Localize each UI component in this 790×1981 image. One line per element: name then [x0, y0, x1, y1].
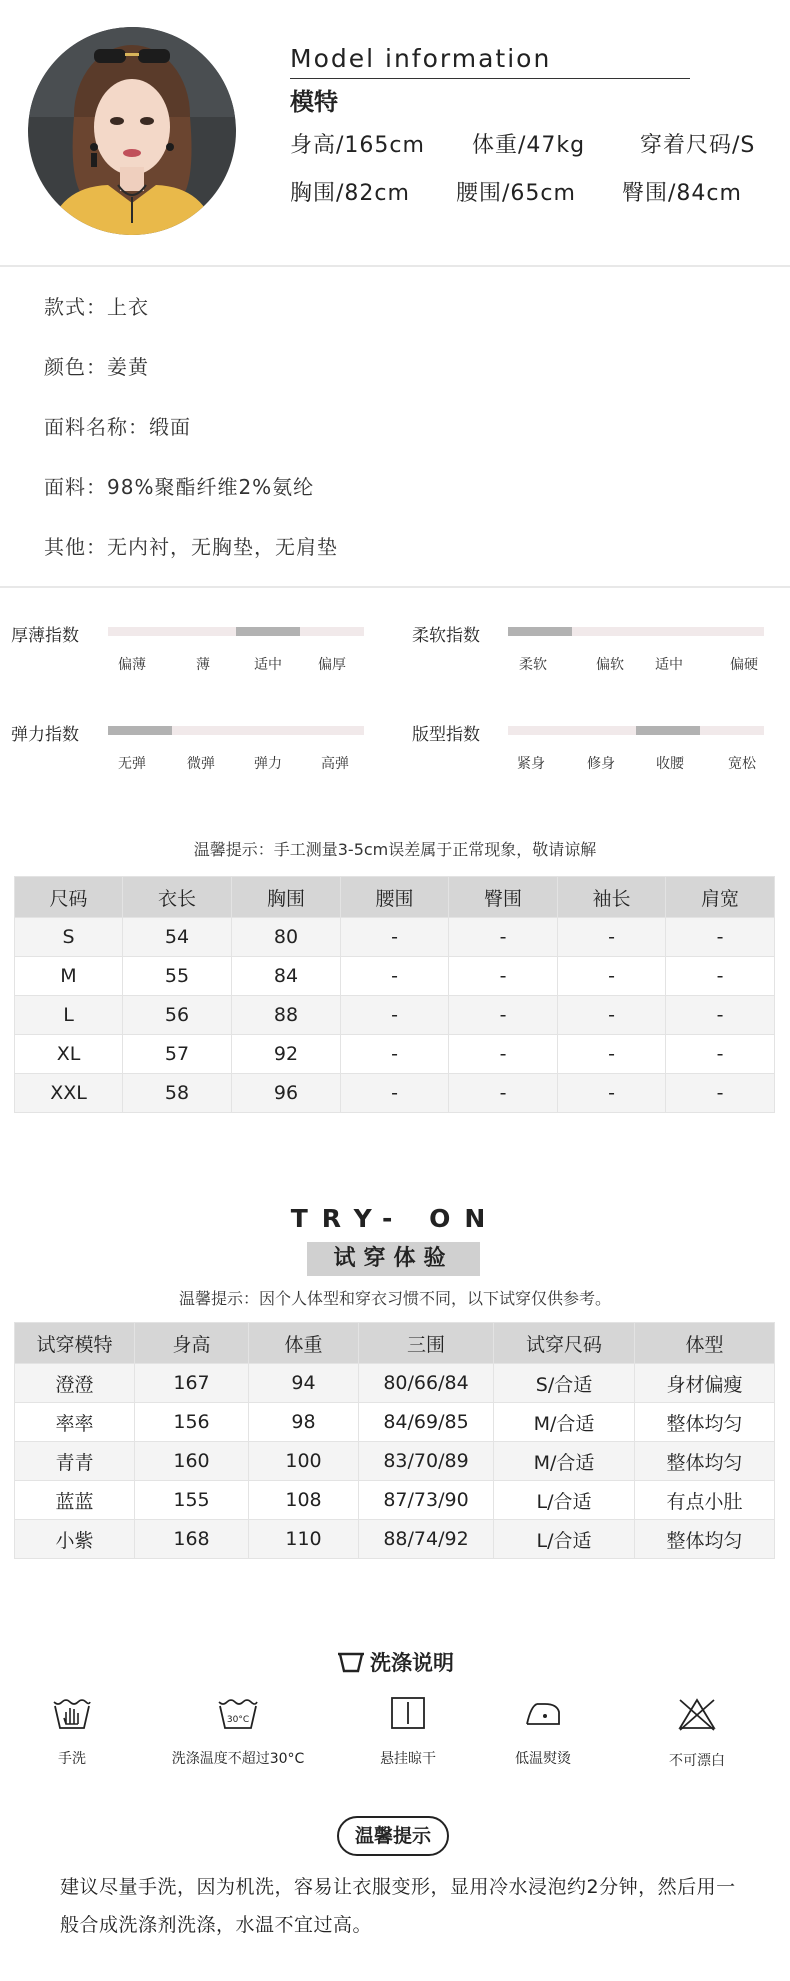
model-avatar: [28, 27, 236, 235]
index-label-thickness: 厚薄指数: [11, 626, 79, 646]
tryon-table-cell: 率率: [15, 1403, 135, 1442]
tryon-table-cell: 澄澄: [15, 1364, 135, 1403]
tryon-table-cell: 94: [249, 1364, 359, 1403]
size-table-cell: 57: [123, 1035, 232, 1074]
tryon-table-header-cell: 体重: [249, 1323, 359, 1364]
size-table-cell: -: [558, 1074, 666, 1113]
index-bar-elasticity: [108, 726, 364, 735]
model-waist: 腰围/65cm: [456, 181, 576, 206]
model-weight: 体重/47kg: [472, 133, 586, 158]
tryon-table-header-cell: 三围: [359, 1323, 494, 1364]
size-table-row: [15, 1035, 775, 1074]
size-table-body: [15, 918, 775, 1113]
wash-title: [0, 1647, 790, 1677]
index-fill-fit: [636, 726, 700, 735]
size-table-row: [15, 996, 775, 1035]
tryon-table-row: [15, 1520, 775, 1559]
index-tick: 宽松: [728, 756, 756, 772]
attribute-fabric: 面料：98%聚酯纤维2%氨纶: [44, 475, 315, 499]
size-table-cell: -: [558, 918, 666, 957]
size-table-header-cell: 尺码: [15, 877, 123, 918]
size-table-header-cell: 臀围: [449, 877, 558, 918]
size-table-cell: -: [666, 1035, 775, 1074]
index-tick: 偏软: [596, 657, 624, 673]
tryon-table-cell: S/合适: [494, 1364, 635, 1403]
wash-item-no-bleach: [617, 1696, 777, 1770]
index-bar-thickness: [108, 627, 364, 636]
index-tick: 薄: [196, 657, 210, 673]
model-bust: 胸围/82cm: [290, 181, 410, 206]
tryon-table-cell: 84/69/85: [359, 1403, 494, 1442]
wash-label: 不可漂白: [669, 1753, 725, 1769]
wash-label: 悬挂晾干: [380, 1751, 436, 1767]
tryon-table-cell: 80/66/84: [359, 1364, 494, 1403]
size-table-cell: -: [341, 1074, 449, 1113]
wash-item-iron: [463, 1696, 623, 1768]
index-bar-softness: [508, 627, 764, 636]
model-title-underline: [290, 78, 690, 79]
tryon-table-cell: 110: [249, 1520, 359, 1559]
size-table: [14, 876, 775, 1113]
size-table-header-cell: 肩宽: [666, 877, 775, 918]
tryon-table-header-cell: 身高: [135, 1323, 249, 1364]
no-bleach-icon: [676, 1696, 718, 1732]
size-table-cell: -: [449, 1074, 558, 1113]
size-table-cell: -: [341, 957, 449, 996]
divider: [0, 265, 790, 267]
wash-label: 手洗: [58, 1751, 86, 1767]
tryon-table-header: [15, 1323, 775, 1364]
size-tip: 温馨提示：手工测量3-5cm误差属于正常现象，敬请谅解: [193, 840, 597, 859]
attribute-color: 颜色：姜黄: [44, 355, 149, 379]
size-table-cell: -: [558, 1035, 666, 1074]
tryon-table-cell: L/合适: [494, 1520, 635, 1559]
size-table-row: [15, 957, 775, 996]
wash-item-temperature: [158, 1696, 318, 1768]
tryon-table-cell: 青青: [15, 1442, 135, 1481]
index-label-softness: 柔软指数: [412, 626, 480, 646]
tryon-table-cell: 整体均匀: [635, 1520, 775, 1559]
tryon-table-cell: M/合适: [494, 1403, 635, 1442]
tryon-table-cell: 身材偏瘦: [635, 1364, 775, 1403]
wash-item-hand: [0, 1696, 152, 1768]
model-subtitle: 模特: [290, 88, 338, 116]
tryon-table-cell: M/合适: [494, 1442, 635, 1481]
index-label-fit: 版型指数: [412, 725, 480, 745]
tryon-table-cell: 167: [135, 1364, 249, 1403]
size-table-cell: XXL: [15, 1074, 123, 1113]
tryon-table-body: [15, 1364, 775, 1559]
index-tick: 收腰: [656, 756, 684, 772]
tryon-table-cell: 98: [249, 1403, 359, 1442]
model-hip: 臀围/84cm: [622, 181, 742, 206]
index-fill-softness: [508, 627, 572, 636]
tryon-table-cell: 87/73/90: [359, 1481, 494, 1520]
divider: [0, 586, 790, 588]
tryon-table-row: [15, 1364, 775, 1403]
model-size: 穿着尺码/S: [640, 133, 756, 158]
index-tick: 弹力: [254, 756, 282, 772]
tryon-table-cell: 整体均匀: [635, 1442, 775, 1481]
attribute-style: 款式：上衣: [44, 295, 149, 319]
size-table-cell: -: [666, 996, 775, 1035]
index-fill-thickness: [236, 627, 300, 636]
tryon-table-header-cell: 体型: [635, 1323, 775, 1364]
size-table-cell: -: [341, 1035, 449, 1074]
tryon-tip: 温馨提示：因个人体型和穿衣习惯不同，以下试穿仅供参考。: [178, 1289, 611, 1308]
index-tick: 柔软: [519, 657, 547, 673]
tryon-table-cell: 83/70/89: [359, 1442, 494, 1481]
size-table-header-cell: 袖长: [558, 877, 666, 918]
index-fill-elasticity: [108, 726, 172, 735]
size-table-cell: 88: [232, 996, 341, 1035]
size-table-cell: 84: [232, 957, 341, 996]
size-table-cell: 96: [232, 1074, 341, 1113]
index-tick: 无弹: [118, 756, 146, 772]
hang-dry-icon: [390, 1696, 426, 1730]
size-table-cell: -: [666, 918, 775, 957]
index-bar-fit: [508, 726, 764, 735]
temperature-label: 30°C: [226, 1715, 250, 1725]
size-table-cell: -: [449, 957, 558, 996]
tryon-table-cell: 108: [249, 1481, 359, 1520]
index-tick: 偏硬: [730, 657, 758, 673]
size-table-cell: 80: [232, 918, 341, 957]
attribute-other: 其他：无内衬，无胸垫，无肩垫: [44, 535, 338, 559]
size-table-cell: -: [341, 996, 449, 1035]
size-table-cell: 56: [123, 996, 232, 1035]
size-table-cell: 92: [232, 1035, 341, 1074]
size-table-cell: -: [666, 1074, 775, 1113]
index-tick: 偏薄: [118, 657, 146, 673]
tryon-subtitle: 试穿体验: [307, 1242, 480, 1276]
size-table-cell: -: [666, 957, 775, 996]
hand-wash-icon: [52, 1696, 92, 1730]
size-table-cell: -: [449, 996, 558, 1035]
index-tick: 微弹: [187, 756, 215, 772]
size-table-cell: 55: [123, 957, 232, 996]
tryon-table-row: [15, 1481, 775, 1520]
index-tick: 适中: [254, 657, 282, 673]
tryon-table: [14, 1322, 775, 1559]
tryon-title: TRY- ON: [290, 1204, 500, 1233]
tryon-table-cell: 100: [249, 1442, 359, 1481]
index-tick: 偏厚: [318, 657, 346, 673]
tryon-table-cell: 155: [135, 1481, 249, 1520]
index-tick: 适中: [655, 657, 683, 673]
tryon-table-cell: 整体均匀: [635, 1403, 775, 1442]
tryon-table-cell: 有点小肚: [635, 1481, 775, 1520]
size-table-cell: S: [15, 918, 123, 957]
size-table-cell: M: [15, 957, 123, 996]
size-table-cell: -: [449, 1035, 558, 1074]
model-info-section: [0, 0, 790, 265]
size-table-cell: 58: [123, 1074, 232, 1113]
size-table-row: [15, 918, 775, 957]
size-table-cell: -: [341, 918, 449, 957]
tryon-table-cell: 88/74/92: [359, 1520, 494, 1559]
index-tick: 高弹: [321, 756, 349, 772]
wash-tub-icon: [336, 1651, 366, 1673]
size-table-cell: -: [449, 918, 558, 957]
tryon-table-cell: 小紫: [15, 1520, 135, 1559]
size-table-cell: XL: [15, 1035, 123, 1074]
tryon-table-cell: 168: [135, 1520, 249, 1559]
size-table-cell: L: [15, 996, 123, 1035]
model-info-title: Model information: [290, 44, 552, 73]
wash-label: 洗涤温度不超过30°C: [171, 1751, 305, 1767]
index-tick: 修身: [587, 756, 615, 772]
tryon-table-header-cell: 试穿模特: [15, 1323, 135, 1364]
wash-label: 低温熨烫: [515, 1751, 571, 1767]
tryon-table-cell: 156: [135, 1403, 249, 1442]
size-table-row: [15, 1074, 775, 1113]
temperature-wash-icon: [217, 1696, 259, 1730]
size-table-cell: -: [558, 996, 666, 1035]
wash-title-text: 洗涤说明: [370, 1651, 454, 1675]
tryon-table-cell: 蓝蓝: [15, 1481, 135, 1520]
tryon-table-row: [15, 1403, 775, 1442]
size-table-header-cell: 腰围: [341, 877, 449, 918]
notice-text: 建议尽量手洗，因为机洗，容易让衣服变形，显用冷水浸泡约2分钟，然后用一般合成洗涤剂洗涤，水温不宜过高。: [60, 1876, 736, 1936]
size-table-cell: -: [558, 957, 666, 996]
attribute-fabric-name: 面料名称：缎面: [44, 415, 191, 439]
size-table-cell: 54: [123, 918, 232, 957]
tryon-table-cell: L/合适: [494, 1481, 635, 1520]
size-table-header-cell: 胸围: [232, 877, 341, 918]
size-table-header: [15, 877, 775, 918]
notice-badge: 温馨提示: [337, 1816, 449, 1856]
low-iron-icon: [523, 1696, 563, 1730]
index-tick: 紧身: [517, 756, 545, 772]
tryon-table-row: [15, 1442, 775, 1481]
tryon-table-header-cell: 试穿尺码: [494, 1323, 635, 1364]
model-height: 身高/165cm: [290, 133, 425, 158]
index-label-elasticity: 弹力指数: [11, 725, 79, 745]
size-table-header-cell: 衣长: [123, 877, 232, 918]
tryon-table-cell: 160: [135, 1442, 249, 1481]
